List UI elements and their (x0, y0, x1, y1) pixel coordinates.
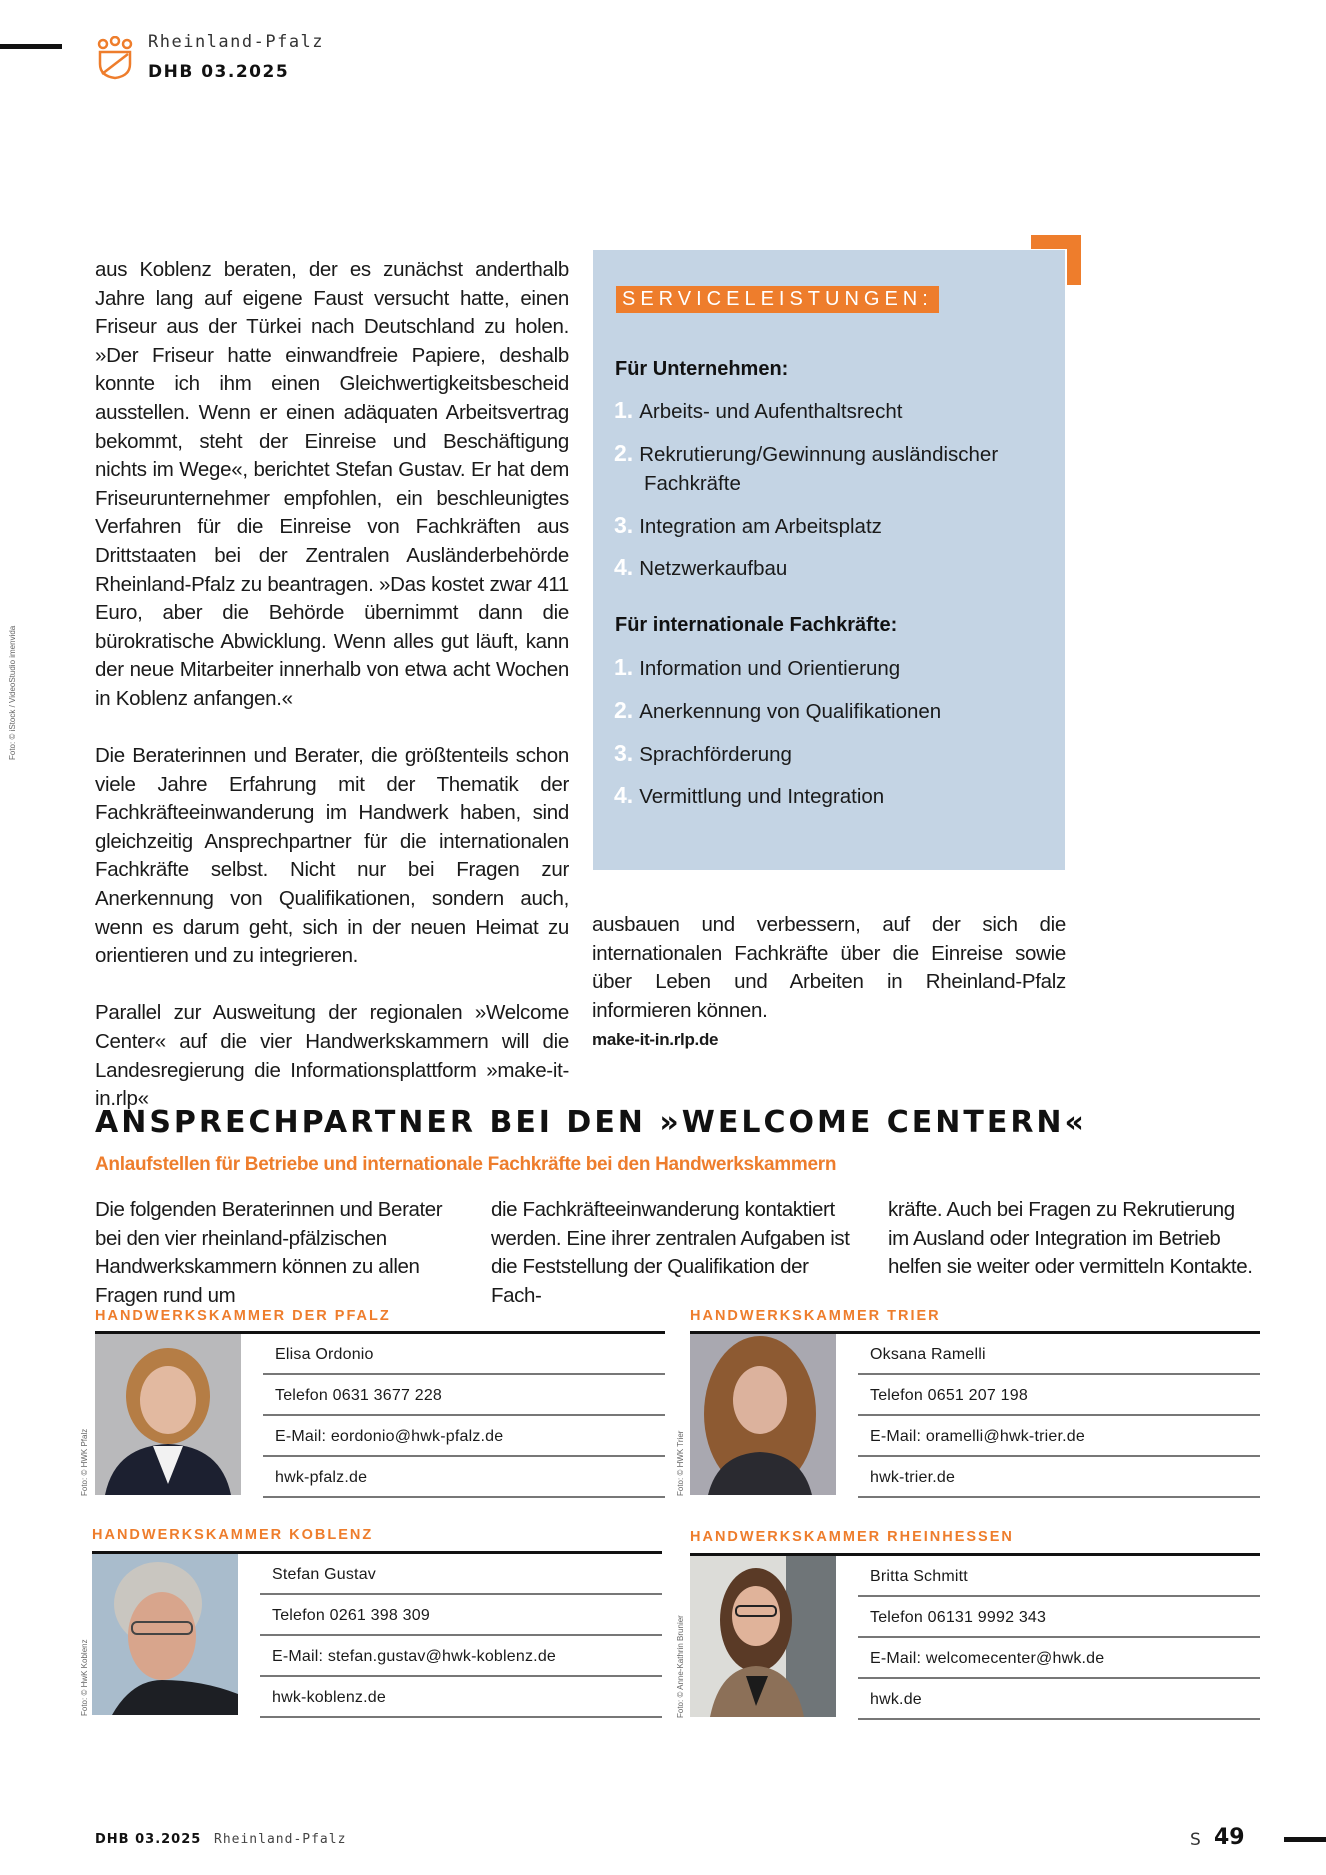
article-paragraph: ausbauen und verbessern, auf der sich die internationalen Fachkräfte über die Einreise sowie über Leben und Arbeiten in Rheinland-Pfalz informieren können. (592, 913, 1066, 1022)
article-left-column (95, 256, 569, 1114)
services-workers-heading: Für internationale Fachkräfte: (615, 614, 898, 636)
contact-website[interactable]: hwk.de (858, 1679, 1260, 1720)
contact-card-rheinhessen (690, 1553, 1260, 1717)
contacts-section-subtitle: Anlaufstellen für Betriebe und internationale Fachkräfte bei den Handwerkskammern (95, 1154, 837, 1175)
contacts-section-title: ANSPRECHPARTNER BEI DEN »WELCOME CENTERN« (95, 1105, 1087, 1140)
contact-name: Britta Schmitt (858, 1556, 1260, 1597)
photo-credit: Foto: © HwK Koblenz (80, 1639, 89, 1716)
contact-name: Stefan Gustav (260, 1554, 662, 1595)
article-right-column (592, 911, 1066, 1055)
chamber-label: HANDWERKSKAMMER TRIER (690, 1308, 941, 1324)
services-companies-heading: Für Unternehmen: (615, 358, 789, 380)
contact-details (858, 1556, 1260, 1720)
article-paragraph: aus Koblenz beraten, der es zunächst anderthalb Jahre lang auf eigene Faust versucht hatte, einen Friseur aus der Türkei nach Deutschland zu holen. »Der Friseur hatte einwandfreie Papiere, deshalb konnte ich ihm einen Gleichwertigkeitsbescheid ausstellen. Wenn er einen adäquaten Arbeitsvertrag bekommt, steht der Einreise und Beschäftigung nichts im Wege«, berichtet Stefan Gustav. Er hat dem Friseurunternehmer empfohlen, ein beschleunigtes Verfahren für die Einreise von Fachkräften aus Drittstaaten bei der Zentralen Ausländerbehörde Rheinland-Pfalz zu beantragen. »Das kostet zwar 411 Euro, aber die Behörde übernimmt dann die bürokratische Abwicklung. Wenn alles gut läuft, kann der neue Mitarbeiter innerhalb von etwa acht Wochen in Koblenz anfangen.« (95, 258, 569, 710)
photo-credit: Foto: © iStock / VideoStudio imenvida (8, 625, 17, 760)
contact-email[interactable]: E-Mail: welcomecenter@hwk.de (858, 1638, 1260, 1679)
avatar (690, 1334, 836, 1495)
contact-card-trier (690, 1331, 1260, 1495)
service-item: 4. Vermittlung und Integration (614, 782, 885, 808)
service-item: 3. Integration am Arbeitsplatz (614, 512, 882, 538)
top-rule (0, 44, 62, 49)
contact-website[interactable]: hwk-koblenz.de (260, 1677, 662, 1718)
contact-email[interactable]: E-Mail: oramelli@hwk-trier.de (858, 1416, 1260, 1457)
contact-details (263, 1334, 665, 1498)
chamber-label: HANDWERKSKAMMER DER PFALZ (95, 1308, 391, 1324)
chamber-label: HANDWERKSKAMMER RHEINHESSEN (690, 1529, 1014, 1545)
contact-phone[interactable]: Telefon 0631 3677 228 (263, 1375, 665, 1416)
contact-phone[interactable]: Telefon 06131 9992 343 (858, 1597, 1260, 1638)
service-item: 1. Arbeits- und Aufenthaltsrecht (614, 397, 903, 423)
services-title: SERVICELEISTUNGEN: (616, 286, 939, 313)
avatar (690, 1556, 836, 1717)
footer-issue: DHB 03.2025 (95, 1832, 202, 1847)
photo-credit: Foto: © Anne-Kathrin Brunier (676, 1615, 685, 1718)
chamber-label: HANDWERKSKAMMER KOBLENZ (92, 1527, 374, 1543)
service-item: 1. Information und Orientierung (614, 654, 901, 680)
service-item: 2. Rekrutierung/Gewinnung ausländischer Fachkräfte (614, 440, 999, 495)
contact-website[interactable]: hwk-pfalz.de (263, 1457, 665, 1498)
footer-rule (1284, 1837, 1326, 1842)
contact-name: Elisa Ordonio (263, 1334, 665, 1375)
contact-phone[interactable]: Telefon 0651 207 198 (858, 1375, 1260, 1416)
contact-website[interactable]: hwk-trier.de (858, 1457, 1260, 1498)
article-paragraph: Die Beraterinnen und Berater, die größtenteils schon viele Jahre Erfahrung mit der Thematik der Fachkräfteeinwanderung im Handwerk haben, sind gleichzeitig Ansprechpartner für die internationalen Fachkräfte selbst. Nicht nur bei Fragen zur Anerkennung von Qualifikationen, sondern auch, wenn es darum geht, sich in der neuen Heimat zu orientieren und zu integrieren. (95, 744, 569, 968)
intro-text: die Fachkräfteeinwanderung kontaktiert werden. Eine ihrer zentralen Aufgaben ist die Feststellung der Qualifikation der Fach- (491, 1198, 850, 1307)
article-paragraph: Parallel zur Ausweitung der regionalen »Welcome Center« auf die vier Handwerkskammern will die Landesregierung die Informationsplattform »make-it-in.rlp« (95, 1001, 569, 1111)
contact-email[interactable]: E-Mail: eordonio@hwk-pfalz.de (263, 1416, 665, 1457)
intro-text: Die folgenden Beraterinnen und Berater bei den vier rheinland-pfälzischen Handwerkskammern können zu allen Fragen rund um (95, 1198, 443, 1307)
contact-name: Oksana Ramelli (858, 1334, 1260, 1375)
service-item: 2. Anerkennung von Qualifikationen (614, 697, 942, 723)
contact-email[interactable]: E-Mail: stefan.gustav@hwk-koblenz.de (260, 1636, 662, 1677)
avatar (92, 1554, 238, 1715)
contact-card-koblenz (92, 1551, 662, 1715)
intro-text: kräfte. Auch bei Fragen zu Rekrutierung im Ausland oder Integration im Betrieb helfen sie weiter oder vermitteln Kontakte. (888, 1198, 1253, 1279)
contact-details (858, 1334, 1260, 1498)
header-region: Rheinland-Pfalz (148, 32, 325, 52)
make-it-in-link[interactable]: make-it-in.rlp.de (592, 1030, 719, 1050)
contact-card-pfalz (95, 1331, 665, 1495)
header-issue: DHB 03.2025 (148, 62, 290, 82)
avatar (95, 1334, 241, 1495)
service-item: 4. Netzwerkaufbau (614, 554, 788, 580)
footer-region: Rheinland-Pfalz (214, 1832, 347, 1847)
photo-credit: Foto: © HWK Trier (676, 1430, 685, 1496)
crown-shield-icon (96, 36, 134, 80)
contact-phone[interactable]: Telefon 0261 398 309 (260, 1595, 662, 1636)
service-item: 3. Sprachförderung (614, 740, 792, 766)
photo-credit: Foto: © HWK Pfalz (80, 1428, 89, 1496)
page-prefix: S (1190, 1830, 1201, 1850)
contact-details (260, 1554, 662, 1718)
page-number: 49 (1214, 1825, 1245, 1850)
